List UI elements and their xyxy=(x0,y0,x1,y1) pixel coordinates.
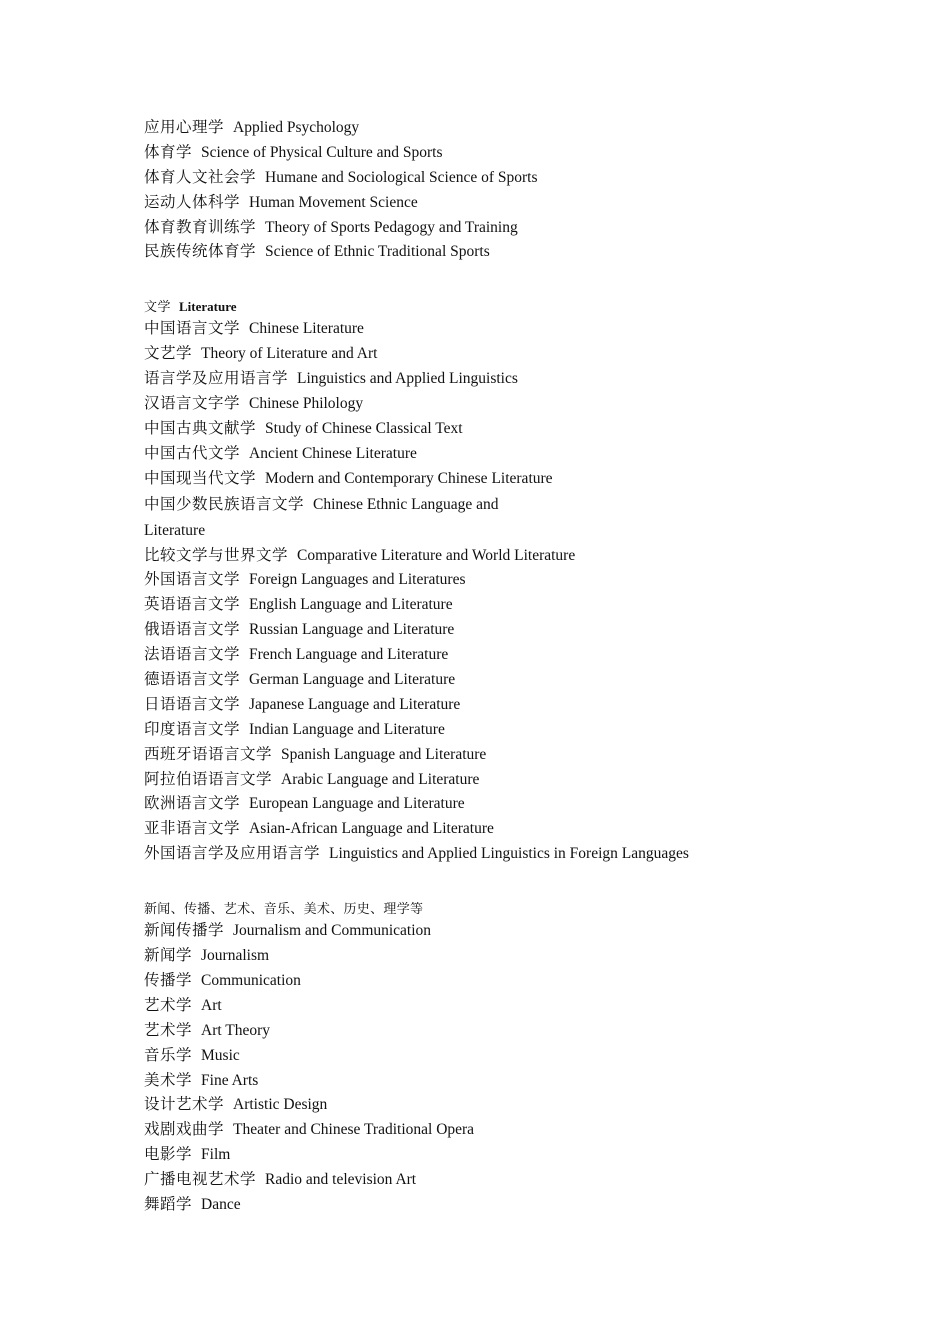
list-item xyxy=(144,693,904,718)
item-english: Comparative Literature and World Literature xyxy=(297,546,576,564)
list-item xyxy=(144,166,904,191)
item-english: Applied Psychology xyxy=(233,119,360,136)
item-chinese: 外国语言学及应用语言学 xyxy=(144,845,321,863)
section-heading-english: Literature xyxy=(179,299,237,315)
list-item xyxy=(144,367,904,392)
item-chinese: 美术学 xyxy=(144,1071,193,1089)
item-english: Linguistics and Applied Linguistics in Foreign Languages xyxy=(329,845,689,863)
item-chinese: 文艺学 xyxy=(144,345,193,363)
item-english: Arabic Language and Literature xyxy=(281,770,480,788)
document-page xyxy=(144,116,904,1218)
section-heading-chinese: 新闻、传播、艺术、音乐、美术、历史、理学等 xyxy=(144,901,424,917)
list-item xyxy=(144,944,904,969)
item-english: Theory of Literature and Art xyxy=(201,345,378,363)
sports-psychology-list xyxy=(144,116,904,265)
list-item xyxy=(144,792,904,817)
item-english: Human Movement Science xyxy=(249,193,418,211)
item-english: Fine Arts xyxy=(201,1071,259,1089)
item-chinese: 中国语言文学 xyxy=(144,320,241,338)
list-item xyxy=(144,417,904,442)
item-english: European Language and Literature xyxy=(249,795,465,813)
item-english: Journalism xyxy=(201,947,270,965)
item-chinese: 戏剧戏曲学 xyxy=(144,1121,225,1139)
item-english: French Language and Literature xyxy=(249,646,449,664)
list-item xyxy=(144,1193,904,1218)
item-chinese: 日语语言文学 xyxy=(144,695,241,713)
item-chinese: 语言学及应用语言学 xyxy=(144,370,289,388)
item-chinese: 中国现当代文学 xyxy=(144,469,257,487)
item-english: Russian Language and Literature xyxy=(249,621,455,639)
item-chinese: 广播电视艺术学 xyxy=(144,1171,257,1189)
item-chinese: 音乐学 xyxy=(144,1046,193,1064)
item-english: Theory of Sports Pedagogy and Training xyxy=(265,218,518,236)
item-english: Chinese Ethnic Language and Literature xyxy=(144,495,499,539)
item-chinese: 法语语言文学 xyxy=(144,646,241,664)
item-chinese: 英语语言文学 xyxy=(144,596,241,614)
list-item xyxy=(144,544,904,569)
list-item xyxy=(144,492,524,544)
item-english: Art xyxy=(201,996,222,1014)
list-item xyxy=(144,593,904,618)
item-chinese: 德语语言文学 xyxy=(144,671,241,689)
item-english: Study of Chinese Classical Text xyxy=(265,419,463,437)
list-item xyxy=(144,668,904,693)
item-english: Art Theory xyxy=(201,1021,271,1039)
item-english: Linguistics and Applied Linguistics xyxy=(297,370,518,388)
list-item xyxy=(144,919,904,944)
item-chinese: 西班牙语语言文学 xyxy=(144,745,273,763)
list-item xyxy=(144,643,904,668)
list-item xyxy=(144,1168,904,1193)
section-heading-chinese: 文学 xyxy=(144,299,172,315)
arts-list xyxy=(144,919,904,1218)
item-chinese: 汉语言文字学 xyxy=(144,395,241,413)
item-english: Foreign Languages and Literatures xyxy=(249,571,466,589)
item-chinese: 阿拉伯语语言文学 xyxy=(144,770,273,788)
list-item xyxy=(144,618,904,643)
item-chinese: 民族传统体育学 xyxy=(144,243,257,261)
item-english: German Language and Literature xyxy=(249,671,456,689)
item-english: Artistic Design xyxy=(233,1096,328,1114)
item-chinese: 体育学 xyxy=(144,143,193,161)
item-chinese: 体育人文社会学 xyxy=(144,168,257,186)
item-english: Journalism and Communication xyxy=(233,922,432,940)
item-english: Chinese Philology xyxy=(249,395,364,413)
list-item xyxy=(144,141,904,166)
list-item xyxy=(144,1143,904,1168)
item-english: Communication xyxy=(201,971,301,989)
item-chinese: 运动人体科学 xyxy=(144,193,241,211)
item-chinese: 新闻传播学 xyxy=(144,922,225,940)
list-item xyxy=(144,1019,904,1044)
item-chinese: 外国语言文学 xyxy=(144,571,241,589)
literature-list xyxy=(144,317,904,867)
item-english: Modern and Contemporary Chinese Literature xyxy=(265,469,553,487)
list-item xyxy=(144,718,904,743)
item-chinese: 舞蹈学 xyxy=(144,1195,193,1213)
item-chinese: 中国古代文学 xyxy=(144,444,241,462)
item-chinese: 艺术学 xyxy=(144,996,193,1014)
item-chinese: 中国少数民族语言文学 xyxy=(144,495,305,513)
item-chinese: 俄语语言文学 xyxy=(144,621,241,639)
list-item xyxy=(144,842,904,867)
list-item xyxy=(144,342,904,367)
item-english: Spanish Language and Literature xyxy=(281,745,487,763)
list-item xyxy=(144,116,904,141)
list-item xyxy=(144,442,904,467)
item-english: Dance xyxy=(201,1195,241,1213)
item-english: Japanese Language and Literature xyxy=(249,695,461,713)
list-item xyxy=(144,317,904,342)
item-english: Ancient Chinese Literature xyxy=(249,444,417,462)
item-chinese: 应用心理学 xyxy=(144,119,225,136)
list-item xyxy=(144,1069,904,1094)
list-item xyxy=(144,216,904,241)
item-english: Indian Language and Literature xyxy=(249,720,445,738)
item-chinese: 比较文学与世界文学 xyxy=(144,546,289,564)
item-chinese: 亚非语言文学 xyxy=(144,820,241,838)
item-english: Theater and Chinese Traditional Opera xyxy=(233,1121,475,1139)
section-heading-literature xyxy=(144,297,904,317)
item-chinese: 新闻学 xyxy=(144,947,193,965)
list-item xyxy=(144,969,904,994)
list-item xyxy=(144,568,904,593)
item-english: Science of Physical Culture and Sports xyxy=(201,143,443,161)
item-english: Asian-African Language and Literature xyxy=(249,820,494,838)
item-english: Chinese Literature xyxy=(249,320,364,338)
list-item xyxy=(144,1118,904,1143)
list-item xyxy=(144,1093,904,1118)
list-item xyxy=(144,191,904,216)
item-chinese: 中国古典文献学 xyxy=(144,419,257,437)
list-item xyxy=(144,1044,904,1069)
list-item xyxy=(144,743,904,768)
list-item xyxy=(144,240,904,265)
list-item xyxy=(144,994,904,1019)
list-item xyxy=(144,392,904,417)
item-english: Radio and television Art xyxy=(265,1171,417,1189)
item-chinese: 欧洲语言文学 xyxy=(144,795,241,813)
section-heading-arts xyxy=(144,899,904,919)
item-english: Humane and Sociological Science of Sports xyxy=(265,168,538,186)
item-chinese: 印度语言文学 xyxy=(144,720,241,738)
item-chinese: 设计艺术学 xyxy=(144,1096,225,1114)
list-item xyxy=(144,817,904,842)
item-english: English Language and Literature xyxy=(249,596,453,614)
list-item xyxy=(144,467,904,492)
list-item xyxy=(144,768,904,793)
item-chinese: 电影学 xyxy=(144,1146,193,1164)
item-english: Science of Ethnic Traditional Sports xyxy=(265,243,490,261)
item-chinese: 体育教育训练学 xyxy=(144,218,257,236)
item-chinese: 艺术学 xyxy=(144,1021,193,1039)
item-english: Music xyxy=(201,1046,240,1064)
item-english: Film xyxy=(201,1146,231,1164)
item-chinese: 传播学 xyxy=(144,971,193,989)
